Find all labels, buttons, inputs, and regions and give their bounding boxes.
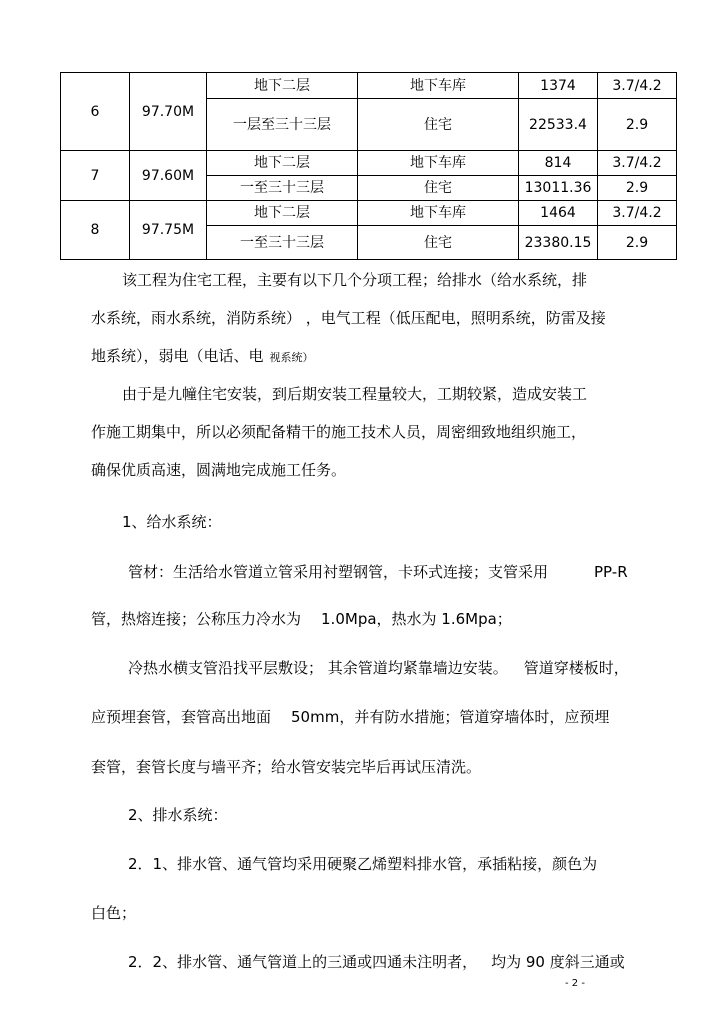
text-span: 管道穿楼板时， <box>523 659 629 677</box>
elevation-cell: 97.60M <box>130 151 207 201</box>
building-no-cell: 8 <box>61 201 130 260</box>
use-cell: 住宅 <box>358 99 519 151</box>
floor-cell: 一层至三十三层 <box>207 99 358 151</box>
area-cell: 23380.15 <box>519 226 598 260</box>
paragraph-line: 白色； <box>91 904 137 922</box>
height-cell: 2.9 <box>598 99 677 151</box>
paragraph-line <box>128 955 625 970</box>
building-spec-table <box>60 72 677 260</box>
paragraph-line <box>128 661 629 676</box>
text-span: 应预埋套管，套管高出地面 <box>91 708 272 726</box>
paragraph-line: 作施工期集中，所以必须配备精干的施工技术人员，周密细致地组织施工， <box>91 423 587 441</box>
floor-cell: 地下二层 <box>207 73 358 99</box>
section-heading: 2、排水系统： <box>128 806 228 824</box>
height-cell: 2.9 <box>598 176 677 201</box>
paragraph-line <box>91 710 609 725</box>
use-cell: 住宅 <box>358 226 519 260</box>
area-cell: 814 <box>519 151 598 176</box>
area-cell: 1374 <box>519 73 598 99</box>
area-cell: 1464 <box>519 201 598 226</box>
page-number: - 2 - <box>565 978 585 989</box>
text-span: 视系统） <box>269 351 314 364</box>
use-cell: 地下车库 <box>358 73 519 99</box>
text-span: 冷热水横支管沿找平层敷设； 其余管道均紧靠墙边安装。 <box>128 659 508 677</box>
floor-cell: 地下二层 <box>207 201 358 226</box>
text-span: 均为 90 度斜三通或 <box>491 953 625 971</box>
building-no-cell: 6 <box>61 73 130 151</box>
use-cell: 住宅 <box>358 176 519 201</box>
area-cell: 22533.4 <box>519 99 598 151</box>
text-span: 1.0Mpa，热水为 1.6Mpa； <box>321 610 512 628</box>
height-cell: 3.7/4.2 <box>598 201 677 226</box>
elevation-cell: 97.75M <box>130 201 207 260</box>
area-cell: 13011.36 <box>519 176 598 201</box>
use-cell: 地下车库 <box>358 151 519 176</box>
text-span: 管材：生活给水管道立管采用衬塑钢管，卡环式连接；支管采用 <box>128 563 549 581</box>
floor-cell: 地下二层 <box>207 151 358 176</box>
text-span: PP-R <box>594 563 628 581</box>
paragraph-line <box>91 612 512 627</box>
paragraph-line <box>128 565 628 580</box>
building-no-cell: 7 <box>61 151 130 201</box>
paragraph-line <box>91 349 314 364</box>
height-cell: 3.7/4.2 <box>598 151 677 176</box>
height-cell: 3.7/4.2 <box>598 73 677 99</box>
paragraph-line: 套管，套管长度与墙平齐；给水管安装完毕后再试压清洗。 <box>91 758 482 776</box>
text-span: 地系统），弱电（电话、电 <box>91 347 264 365</box>
text-span: 50mm，并有防水措施；管道穿墙体时，应预埋 <box>291 708 610 726</box>
use-cell: 地下车库 <box>358 201 519 226</box>
elevation-cell: 97.70M <box>130 73 207 151</box>
paragraph-line: 该工程为住宅工程，主要有以下几个分项工程；给排水（给水系统，排 <box>122 271 588 289</box>
paragraph-line: 水系统，雨水系统，消防系统） ，电气工程（低压配电，照明系统，防雷及接 <box>91 309 606 327</box>
floor-cell: 一至三十三层 <box>207 176 358 201</box>
floor-cell: 一至三十三层 <box>207 226 358 260</box>
paragraph-line: 确保优质高速，圆满地完成施工任务。 <box>91 461 347 479</box>
height-cell: 2.9 <box>598 226 677 260</box>
paragraph-line: 由于是九幢住宅安装，到后期安装工程量较大，工期较紧，造成安装工 <box>122 385 588 403</box>
text-span: 管，热熔连接；公称压力冷水为 <box>91 610 302 628</box>
section-heading: 1、给水系统： <box>122 513 222 531</box>
text-span: 2．2、排水管、通气管道上的三通或四通未注明者， <box>128 953 478 971</box>
paragraph-line: 2．1、排水管、通气管均采用硬聚乙烯塑料排水管，承插粘接，颜色为 <box>128 855 598 873</box>
